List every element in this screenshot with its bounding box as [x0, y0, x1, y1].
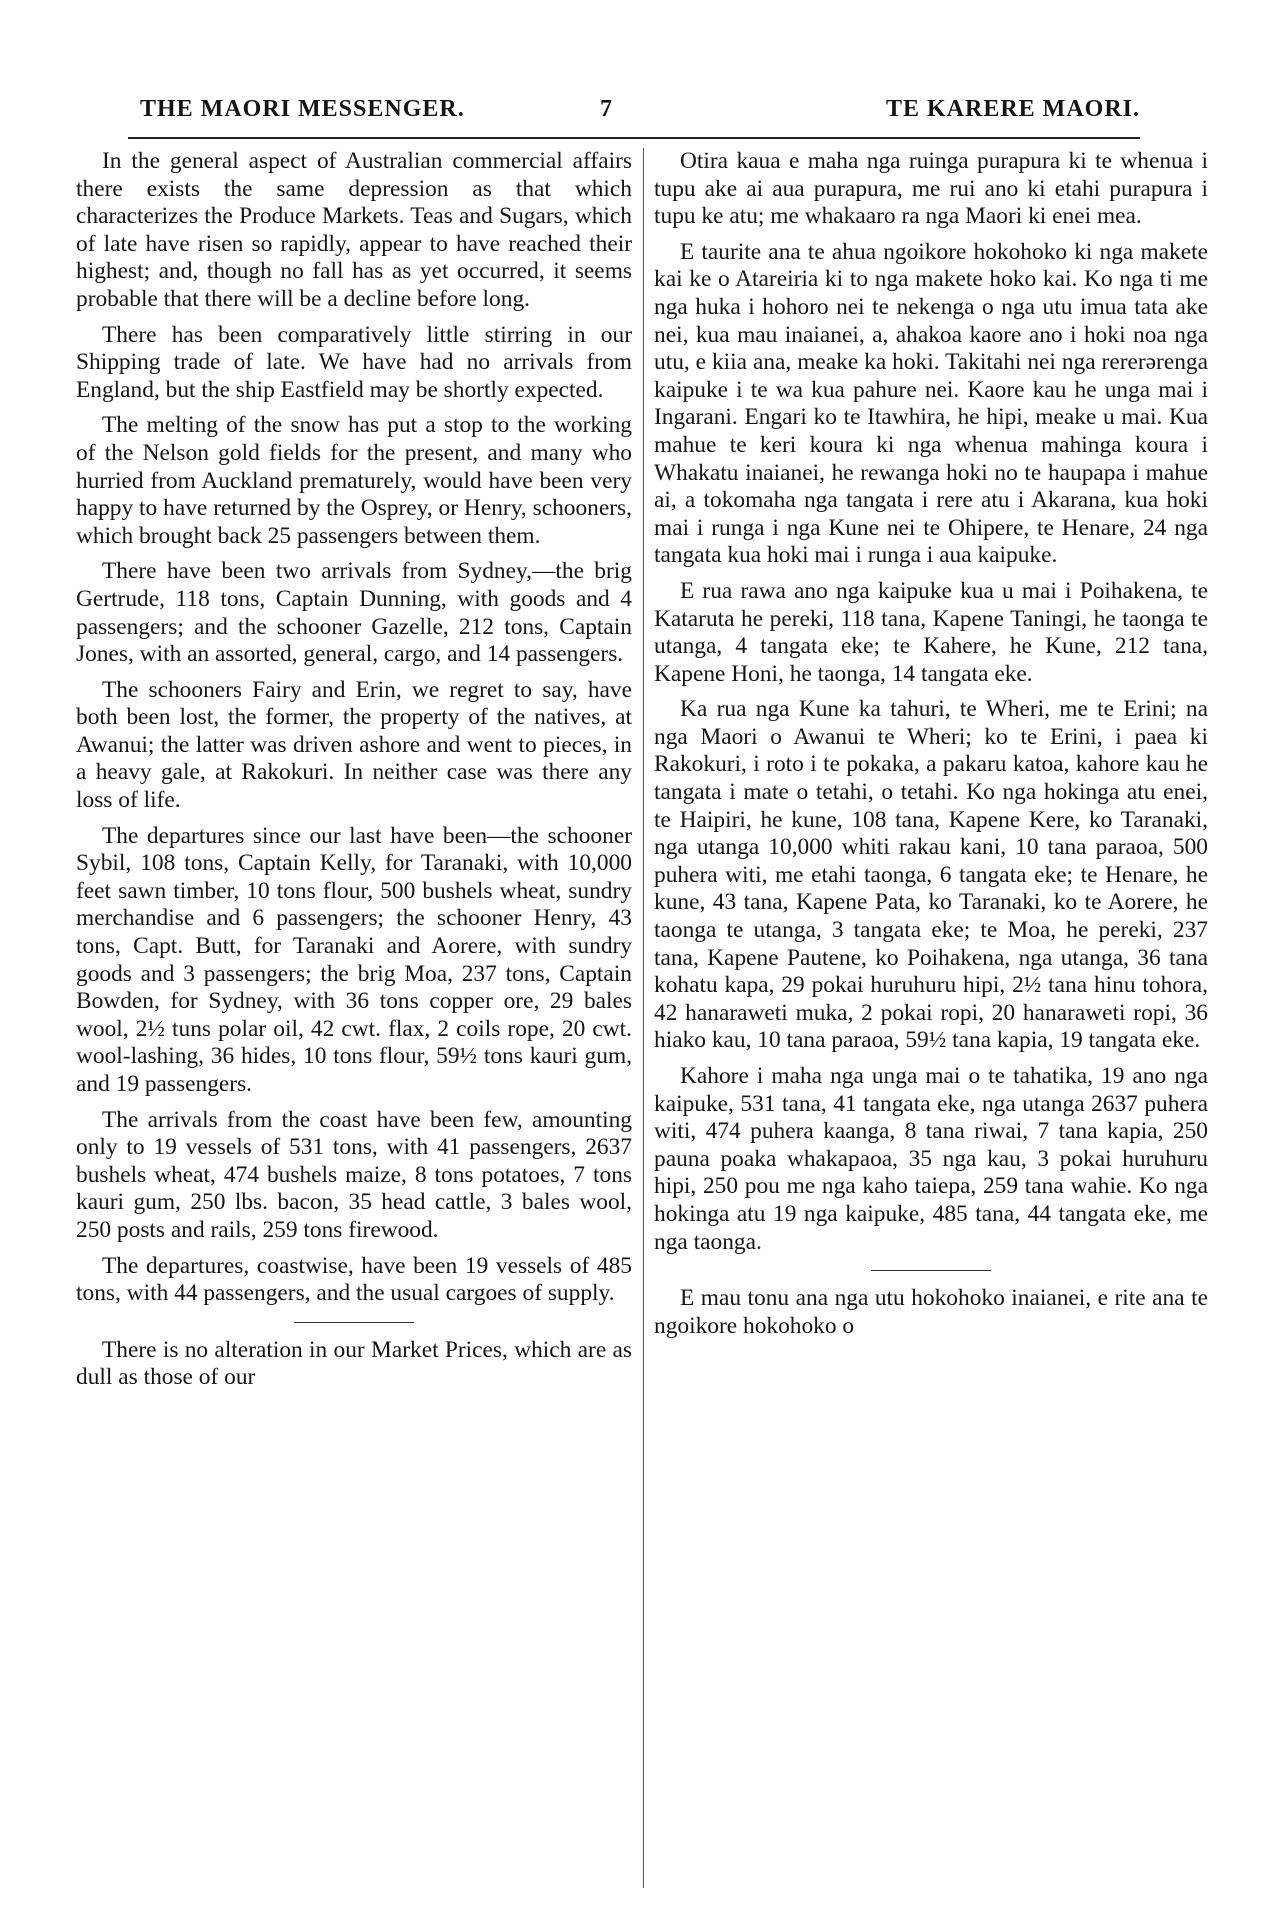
english-paragraph: The schooners Fairy and Erin, we regret to say, have both been lost, the former, the property of the natives, at Awanui; the latter was driven ashore and went to pieces, in a heavy gale, at Rakokuri. In neither case was there any loss of life.: [76, 676, 632, 814]
page-header: [140, 96, 1140, 136]
english-paragraph: There have been two arrivals from Sydney,—the brig Gertrude, 118 tons, Captain Dunning, with goods and 4 passengers; and the schooner Gazelle, 212 tons, Captain Jones, with an assorted, general, cargo, and 14 passengers.: [76, 558, 632, 668]
maori-paragraph: E rua rawa ano nga kaipuke kua u mai i Poihakena, te Kataruta he pereki, 118 tana, Kapene Taningi, he taonga te utanga, 4 tangata eke; te Kahere, he Kune, 212 tana, Kapene Honi, he taonga, 14 tangata eke.: [654, 577, 1208, 687]
maori-paragraph: Ka rua nga Kune ka tahuri, te Wheri, me te Erini; na nga Maori o Awanui te Wheri; ko te Erini, i paea ki Rakokuri, i roto i te pokaka, a pakaru katoa, kahore kau he tangata i mate o tetahi, o tetahi. Ko nga hokinga atu enei, te Haipiri, he kune, 108 tana, Kapene Kere, ko Taranaki, nga utanga 10,000 whiti rakau kani, 10 tana paraoa, 500 puhera witi, me etahi taonga, 6 tangata eke; te Henare, he kune, 43 tana, Kapene Pata, ko Taranaki, ko te Aorere, he taonga te utanga, 3 tangata eke; te Moa, he pereki, 237 tana, Kapene Pautene, ko Poihakena, nga utanga, 36 tana kohatu kapa, 29 pokai huruhuru hipi, 2½ tana hinu tohora, 42 hanaraweti muka, 2 pokai ropi, 20 hanaraweti ropi, 36 hiako kau, 10 tana paraoa, 59½ tana kapia, 19 tangata eke.: [654, 696, 1208, 1054]
maori-paragraph: Kahore i maha nga unga mai o te tahatika, 19 ano nga kaipuke, 531 tana, 41 tangata eke, nga utanga 2637 puhera witi, 474 puhera kaanga, 8 tana riwai, 7 tana kapia, 250 pauna poaka whakapaoa, 35 nga kau, 3 pokai huruhuru hipi, 250 pou me nga kaho taiepa, 259 tana wahie. Ko nga hokinga atu 19 nga kaipuke, 485 tana, 44 tangata eke, me nga taonga.: [654, 1063, 1208, 1255]
section-rule: [871, 1270, 991, 1271]
column-divider: [643, 148, 644, 1888]
english-market-paragraph: There is no alteration in our Market Prices, which are as dull as those of our: [76, 1336, 632, 1391]
page-number: 7: [600, 96, 613, 122]
maori-masthead: TE KARERE MAORI.: [885, 96, 1140, 122]
maori-market-paragraph: E mau tonu ana nga utu hokohoko inaianei, e rite ana te ngoikore hokohoko o: [654, 1285, 1208, 1339]
section-rule: [294, 1322, 414, 1323]
maori-column: [654, 148, 1208, 1348]
header-rule: [128, 137, 1140, 139]
english-paragraph: The melting of the snow has put a stop to the working of the Nelson gold fields for the present, and many who hurried from Auckland prematurely, would have been very happy to have returned by the Osprey, or Henry, schooners, which brought back 25 passengers between them.: [76, 412, 632, 549]
maori-paragraph: E taurite ana te ahua ngoikore hokohoko ki nga makete kai ke o Atareiria ki to nga makete hoko kai. Ko nga ti me nga huka i hohoro nei te nekenga o nga utu imua tata ake nei, kua mau inaianei, a, ahakoa kaore ano i hoki noa nga utu, e kiia ana, meake ka hoki. Takitahi nei nga rererərenga kaipuke i te wa kua pahure nei. Kaore kau he unga mai i Ingarani. Engari ko te Itawhira, he hipi, meake u mai. Kua mahue te keri koura ki nga whenua mahinga koura i Whakatu inaianei, he rewanga hoki no te haupapa i mahue ai, a tokomaha nga tangata i rere atu i Akarana, kua hoki mai i runga i nga Kune nei te Ohipere, te Henare, 24 nga tangata kua hoki mai i runga i aua kaipuke.: [654, 238, 1208, 569]
english-paragraph: In the general aspect of Australian commercial affairs there exists the same depression as that which characterizes the Produce Markets. Teas and Sugars, which of late have risen so rapidly, appear to have reached their highest; and, though no fall has as yet occurred, it seems probable that there will be a decline before long.: [76, 148, 632, 312]
english-paragraph: The departures, coastwise, have been 19 vessels of 485 tons, with 44 passengers, and the usual cargoes of supply.: [76, 1252, 632, 1307]
english-paragraph: There has been comparatively little stirring in our Shipping trade of late. We have had no arrivals from England, but the ship Eastfield may be shortly expected.: [76, 321, 632, 403]
english-column: [76, 148, 632, 1400]
english-paragraph: The arrivals from the coast have been few, amounting only to 19 vessels of 531 tons, with 41 passengers, 2637 bushels wheat, 474 bushels maize, 8 tons potatoes, 7 tons kauri gum, 250 lbs. bacon, 35 head cattle, 3 bales wool, 250 posts and rails, 259 tons firewood.: [76, 1106, 632, 1243]
maori-paragraph: Otira kaua e maha nga ruinga purapura ki te whenua i tupu ake ai aua purapura, me rui ano ki etahi purapura i tupu ke atu; me whakaaro ra nga Maori ki enei mea.: [654, 148, 1208, 230]
english-paragraph: The departures since our last have been—the schooner Sybil, 108 tons, Captain Kelly, for Taranaki, with 10,000 feet sawn timber, 10 tons flour, 500 bushels wheat, sundry merchandise and 6 passengers; the schooner Henry, 43 tons, Capt. Butt, for Taranaki and Aorere, with sundry goods and 3 passengers; the brig Moa, 237 tons, Captain Bowden, for Sydney, with 36 tons copper ore, 29 bales wool, 2½ tuns polar oil, 42 cwt. flax, 2 coils rope, 20 cwt. wool-lashing, 36 hides, 10 tons flour, 59½ tons kauri gum, and 19 passengers.: [76, 822, 632, 1097]
english-masthead: THE MAORI MESSENGER.: [140, 96, 465, 122]
